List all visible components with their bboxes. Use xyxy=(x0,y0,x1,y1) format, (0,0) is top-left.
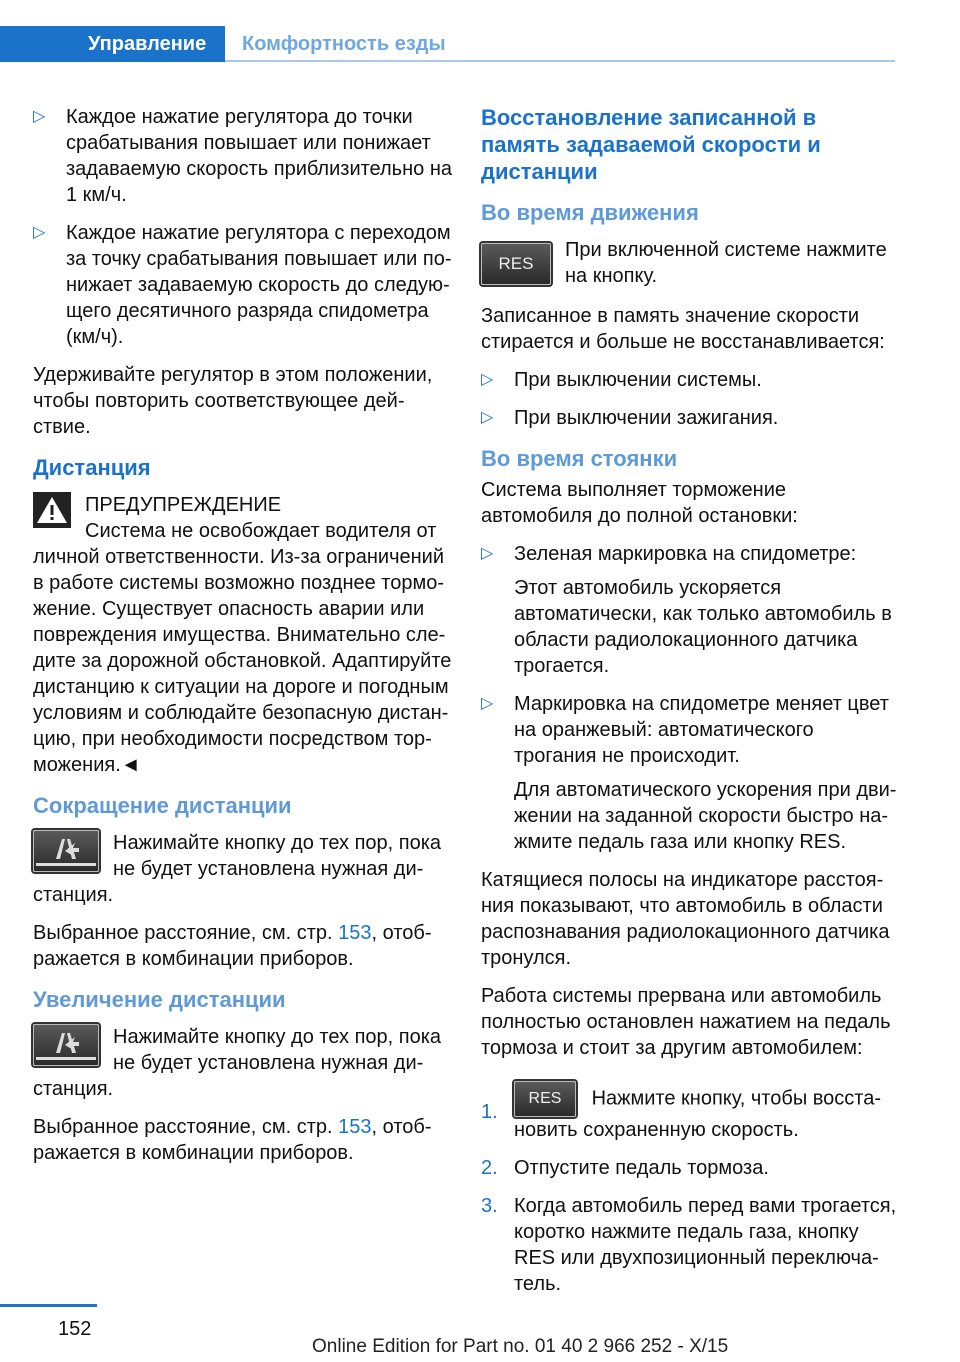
distance-button-icon xyxy=(33,830,99,872)
main-heading: Восстановление записанной в память задаваемой скорости и дистанции xyxy=(481,105,821,184)
reduce-ref: Выбранное расстояние, см. стр. 153, отображается в комбинации приборов. xyxy=(33,922,432,970)
tab-upravlenie[interactable]: Управление xyxy=(88,33,207,55)
triangle-right-icon: ▷ xyxy=(33,224,46,241)
distance-button-icon xyxy=(33,1024,99,1066)
header-rule xyxy=(225,60,895,62)
res-button-icon: RES xyxy=(481,243,551,285)
triangle-right-icon: ▷ xyxy=(33,108,46,125)
left-column xyxy=(33,104,453,1178)
warning-text: Система не освобождает водителя от личной ответственности. Из-за ограничений в работе системы возможно позднее торможение. Существует опасность аварии или повреждения имущества. Внимательно следите за дорожной обстановкой. Адаптируйте дистанцию к ситуации на дороге и погодным условиям и соблюдайте безопасную дистанцию, при необходимости посредством торможения.◄ xyxy=(33,520,452,776)
increase-heading: Увеличение дистанции xyxy=(33,987,286,1012)
triangle-right-icon: ▷ xyxy=(481,695,494,712)
reduce-block xyxy=(33,830,453,908)
interrupt-text: Работа системы прервана или автомобиль полностью остановлен нажатием на педаль тормоза и стоит за другим автомобилем: xyxy=(481,985,891,1059)
increase-block xyxy=(33,1024,453,1102)
right-column xyxy=(481,104,899,1309)
list-item: ▷ При выключении системы. xyxy=(481,369,762,391)
stripes-text: Катящиеся полосы на индикаторе расстояния показывают, что автомобиль в области распознавания радиолокационного датчика тронулся. xyxy=(481,869,890,969)
step-2: 2. Отпустите педаль тормоза. xyxy=(481,1157,769,1179)
online-edition-text: Online Edition for Part no. 01 40 2 966 252 - X/15 xyxy=(312,1336,729,1357)
increase-ref: Выбранное расстояние, см. стр. 153, отображается в комбинации приборов. xyxy=(33,1116,432,1164)
warning-triangle-icon xyxy=(33,492,71,528)
triangle-right-icon: ▷ xyxy=(481,545,494,562)
reduce-heading: Сокращение дистанции xyxy=(33,793,292,818)
driving-text: При включенной системе нажмите на кнопку. xyxy=(565,239,887,287)
page-link[interactable]: 153 xyxy=(338,922,372,944)
list-item xyxy=(33,220,453,350)
list-item: ▷ Зеленая маркировка на спидометре: xyxy=(481,543,857,565)
warning-block xyxy=(33,492,453,778)
standing-heading: Во время стоянки xyxy=(481,446,678,471)
bullet-text: Каждое нажатие регулятора до точки срабатывания повышает или понижает задаваемую скорость приблизительно на 1 км/ч. xyxy=(66,106,452,206)
bullet-text: Каждое нажатие регулятора с переходом за точку срабатывания повышает или понижает задаваемую скорость до следующего десятичного разряда спидометра (км/ч). xyxy=(66,222,452,348)
green-sub: Этот автомобиль ускоряется автоматически, как только автомобиль в области радиолокационного датчика трогается. xyxy=(514,577,892,677)
driving-block xyxy=(481,237,899,291)
tab-komfort[interactable]: Комфортность езды xyxy=(242,33,446,55)
triangle-right-icon: ▷ xyxy=(481,371,494,388)
footer-rule xyxy=(0,1304,97,1307)
page-link[interactable]: 153 xyxy=(338,1116,372,1138)
header xyxy=(0,26,895,62)
list-item: ▷ Маркировка на спидометре меняет цвет на оранжевый: автоматического трогания не происходит. xyxy=(481,693,889,767)
increase-text: Нажимайте кнопку до тех пор, пока не будет установлена нужная дистанция. xyxy=(33,1026,442,1100)
standing-text: Система выполняет торможение автомобиля до полной остановки: xyxy=(481,479,798,527)
page-number: 152 xyxy=(58,1318,92,1340)
warning-title: ПРЕДУПРЕЖДЕНИЕ xyxy=(85,494,282,516)
triangle-right-icon: ▷ xyxy=(481,409,494,426)
stored-text: Записанное в память значение скорости стирается и больше не восстанавливается: xyxy=(481,305,885,353)
reduce-text: Нажимайте кнопку до тех пор, пока не будет установлена нужная дистанция. xyxy=(33,832,442,906)
distance-heading: Дистанция xyxy=(33,455,151,480)
step-3: 3. Когда автомобиль перед вами трогается, коротко нажмите педаль газа, кнопку RES или двухпозиционный переключатель. xyxy=(481,1195,897,1295)
driving-heading: Во время движения xyxy=(481,200,699,225)
step-1: 1. RES Нажмите кнопку, чтобы восстановить сохраненную скорость. xyxy=(481,1081,899,1143)
res-button-icon: RES xyxy=(514,1081,576,1117)
list-item xyxy=(33,104,453,208)
list-item: ▷ При выключении зажигания. xyxy=(481,407,779,429)
hold-text: Удерживайте регулятор в этом положении, чтобы повторить соответствующее действие. xyxy=(33,364,433,438)
orange-sub: Для автоматического ускорения при движении на заданной скорости быстро нажмите педаль газа или кнопку RES. xyxy=(514,779,897,853)
